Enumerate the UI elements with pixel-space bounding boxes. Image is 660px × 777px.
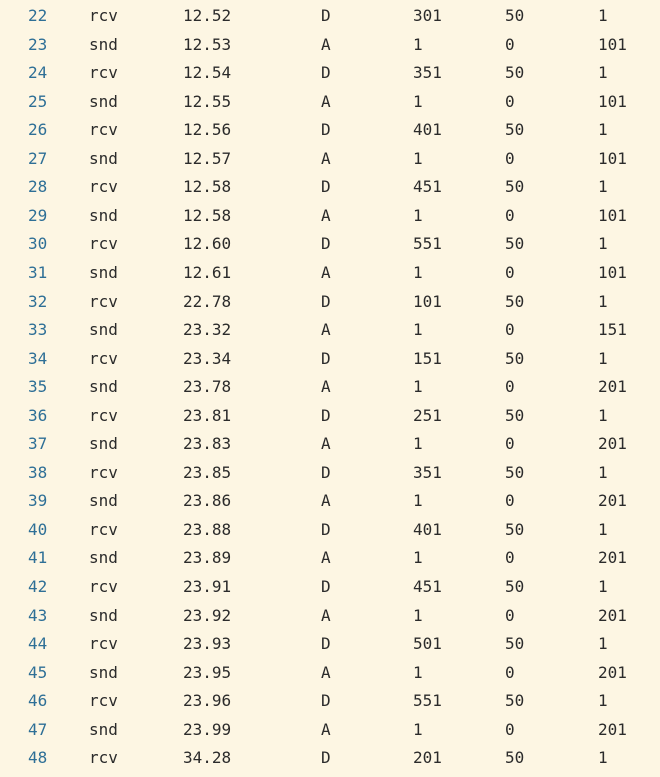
ack-number: 201 bbox=[598, 548, 627, 568]
timestamp: 23.32 bbox=[183, 320, 232, 340]
length: 50 bbox=[505, 748, 525, 768]
sequence-number: 1 bbox=[413, 491, 423, 511]
ack-number: 1 bbox=[598, 405, 608, 425]
sequence-number: 1 bbox=[413, 719, 423, 739]
direction: rcv bbox=[89, 6, 118, 25]
log-row bbox=[0, 259, 660, 287]
log-row bbox=[0, 630, 660, 658]
log-row bbox=[0, 659, 660, 687]
direction: snd bbox=[89, 491, 118, 511]
ack-number: 201 bbox=[598, 377, 627, 397]
direction: snd bbox=[89, 662, 118, 682]
line-number: 22 bbox=[28, 6, 48, 25]
timestamp: 23.92 bbox=[183, 605, 232, 625]
log-row bbox=[0, 487, 660, 515]
length: 0 bbox=[505, 377, 515, 397]
direction: snd bbox=[89, 320, 118, 340]
flag: D bbox=[321, 177, 331, 197]
ack-number: 201 bbox=[598, 434, 627, 454]
line-number: 26 bbox=[28, 120, 48, 140]
direction: rcv bbox=[89, 63, 118, 83]
flag: A bbox=[321, 719, 331, 739]
sequence-number: 1 bbox=[413, 320, 423, 340]
ack-number: 201 bbox=[598, 719, 627, 739]
direction: rcv bbox=[89, 748, 118, 768]
direction: snd bbox=[89, 91, 118, 111]
line-number: 42 bbox=[28, 577, 48, 596]
length: 0 bbox=[505, 719, 515, 739]
ack-number: 101 bbox=[598, 262, 627, 282]
length: 0 bbox=[505, 148, 515, 168]
length: 0 bbox=[505, 320, 515, 340]
line-number: 43 bbox=[28, 605, 48, 625]
timestamp: 12.52 bbox=[183, 6, 232, 25]
timestamp: 22.78 bbox=[183, 291, 232, 311]
flag: A bbox=[321, 662, 331, 682]
flag: D bbox=[321, 748, 331, 768]
flag: A bbox=[321, 320, 331, 340]
flag: A bbox=[321, 148, 331, 168]
line-number: 39 bbox=[28, 491, 48, 511]
flag: D bbox=[321, 348, 331, 368]
direction: rcv bbox=[89, 234, 118, 254]
log-row bbox=[0, 116, 660, 144]
timestamp: 23.93 bbox=[183, 634, 232, 654]
log-row bbox=[0, 316, 660, 344]
line-number: 47 bbox=[28, 719, 48, 739]
timestamp: 23.85 bbox=[183, 462, 232, 482]
log-row bbox=[0, 430, 660, 458]
length: 50 bbox=[505, 6, 525, 25]
log-row bbox=[0, 288, 660, 316]
log-row bbox=[0, 373, 660, 401]
flag: D bbox=[321, 63, 331, 83]
sequence-number: 551 bbox=[413, 234, 442, 254]
log-row bbox=[0, 202, 660, 230]
sequence-number: 501 bbox=[413, 634, 442, 654]
ack-number: 101 bbox=[598, 148, 627, 168]
direction: rcv bbox=[89, 177, 118, 197]
timestamp: 23.91 bbox=[183, 577, 232, 596]
sequence-number: 1 bbox=[413, 662, 423, 682]
flag: D bbox=[321, 691, 331, 711]
direction: snd bbox=[89, 605, 118, 625]
flag: A bbox=[321, 605, 331, 625]
ack-number: 1 bbox=[598, 519, 608, 539]
timestamp: 12.53 bbox=[183, 34, 232, 54]
direction: rcv bbox=[89, 120, 118, 140]
sequence-number: 1 bbox=[413, 148, 423, 168]
flag: A bbox=[321, 91, 331, 111]
line-number: 24 bbox=[28, 63, 48, 83]
flag: D bbox=[321, 519, 331, 539]
ack-number: 1 bbox=[598, 348, 608, 368]
flag: D bbox=[321, 634, 331, 654]
line-number: 29 bbox=[28, 205, 48, 225]
length: 0 bbox=[505, 491, 515, 511]
length: 50 bbox=[505, 120, 525, 140]
log-row bbox=[0, 602, 660, 630]
direction: rcv bbox=[89, 519, 118, 539]
sequence-number: 1 bbox=[413, 434, 423, 454]
ack-number: 101 bbox=[598, 34, 627, 54]
timestamp: 23.86 bbox=[183, 491, 232, 511]
flag: D bbox=[321, 577, 331, 596]
log-row bbox=[0, 230, 660, 258]
ack-number: 1 bbox=[598, 577, 608, 596]
ack-number: 1 bbox=[598, 691, 608, 711]
flag: A bbox=[321, 34, 331, 54]
flag: A bbox=[321, 262, 331, 282]
ack-number: 1 bbox=[598, 6, 608, 25]
direction: snd bbox=[89, 434, 118, 454]
ack-number: 101 bbox=[598, 91, 627, 111]
timestamp: 23.78 bbox=[183, 377, 232, 397]
length: 50 bbox=[505, 577, 525, 596]
sequence-number: 301 bbox=[413, 6, 442, 25]
flag: A bbox=[321, 491, 331, 511]
sequence-number: 1 bbox=[413, 91, 423, 111]
sequence-number: 1 bbox=[413, 377, 423, 397]
direction: rcv bbox=[89, 634, 118, 654]
direction: snd bbox=[89, 548, 118, 568]
line-number: 44 bbox=[28, 634, 48, 654]
length: 0 bbox=[505, 262, 515, 282]
flag: D bbox=[321, 405, 331, 425]
ack-number: 201 bbox=[598, 662, 627, 682]
sequence-number: 201 bbox=[413, 748, 442, 768]
timestamp: 23.34 bbox=[183, 348, 232, 368]
sequence-number: 351 bbox=[413, 63, 442, 83]
length: 50 bbox=[505, 691, 525, 711]
line-number: 23 bbox=[28, 34, 48, 54]
log-row bbox=[0, 173, 660, 201]
direction: snd bbox=[89, 205, 118, 225]
line-number: 28 bbox=[28, 177, 48, 197]
direction: rcv bbox=[89, 291, 118, 311]
direction: snd bbox=[89, 34, 118, 54]
line-number: 46 bbox=[28, 691, 48, 711]
ack-number: 1 bbox=[598, 462, 608, 482]
length: 50 bbox=[505, 291, 525, 311]
line-number: 40 bbox=[28, 519, 48, 539]
timestamp: 12.56 bbox=[183, 120, 232, 140]
direction: rcv bbox=[89, 577, 118, 596]
line-number: 33 bbox=[28, 320, 48, 340]
timestamp: 34.28 bbox=[183, 748, 232, 768]
length: 50 bbox=[505, 177, 525, 197]
line-number: 45 bbox=[28, 662, 48, 682]
log-row bbox=[0, 544, 660, 572]
log-row bbox=[0, 516, 660, 544]
timestamp: 12.58 bbox=[183, 205, 232, 225]
flag: D bbox=[321, 120, 331, 140]
direction: snd bbox=[89, 262, 118, 282]
line-number: 37 bbox=[28, 434, 48, 454]
direction: snd bbox=[89, 719, 118, 739]
flag: A bbox=[321, 377, 331, 397]
ack-number: 1 bbox=[598, 748, 608, 768]
ack-number: 101 bbox=[598, 205, 627, 225]
timestamp: 23.89 bbox=[183, 548, 232, 568]
timestamp: 12.60 bbox=[183, 234, 232, 254]
line-number: 30 bbox=[28, 234, 48, 254]
ack-number: 1 bbox=[598, 177, 608, 197]
line-number: 27 bbox=[28, 148, 48, 168]
sequence-number: 1 bbox=[413, 605, 423, 625]
ack-number: 1 bbox=[598, 291, 608, 311]
line-number: 41 bbox=[28, 548, 48, 568]
line-number: 35 bbox=[28, 377, 48, 397]
log-row bbox=[0, 59, 660, 87]
timestamp: 12.55 bbox=[183, 91, 232, 111]
timestamp: 12.57 bbox=[183, 148, 232, 168]
sequence-number: 101 bbox=[413, 291, 442, 311]
sequence-number: 1 bbox=[413, 262, 423, 282]
ack-number: 1 bbox=[598, 634, 608, 654]
log-row bbox=[0, 402, 660, 430]
flag: A bbox=[321, 548, 331, 568]
log-row bbox=[0, 31, 660, 59]
sequence-number: 401 bbox=[413, 519, 442, 539]
log-row bbox=[0, 687, 660, 715]
log-row bbox=[0, 145, 660, 173]
direction: rcv bbox=[89, 691, 118, 711]
timestamp: 23.81 bbox=[183, 405, 232, 425]
ack-number: 1 bbox=[598, 120, 608, 140]
timestamp: 23.88 bbox=[183, 519, 232, 539]
length: 0 bbox=[505, 548, 515, 568]
direction: rcv bbox=[89, 348, 118, 368]
direction: snd bbox=[89, 148, 118, 168]
ack-number: 1 bbox=[598, 234, 608, 254]
flag: D bbox=[321, 234, 331, 254]
log-row bbox=[0, 716, 660, 744]
length: 50 bbox=[505, 234, 525, 254]
line-number: 32 bbox=[28, 291, 48, 311]
log-row bbox=[0, 459, 660, 487]
log-row bbox=[0, 744, 660, 772]
direction: rcv bbox=[89, 462, 118, 482]
direction: rcv bbox=[89, 405, 118, 425]
ack-number: 201 bbox=[598, 491, 627, 511]
flag: D bbox=[321, 6, 331, 25]
flag: D bbox=[321, 291, 331, 311]
log-row bbox=[0, 573, 660, 601]
sequence-number: 451 bbox=[413, 577, 442, 596]
timestamp: 12.54 bbox=[183, 63, 232, 83]
length: 50 bbox=[505, 462, 525, 482]
flag: A bbox=[321, 434, 331, 454]
sequence-number: 251 bbox=[413, 405, 442, 425]
length: 0 bbox=[505, 605, 515, 625]
length: 50 bbox=[505, 519, 525, 539]
timestamp: 12.61 bbox=[183, 262, 232, 282]
log-row bbox=[0, 88, 660, 116]
timestamp: 23.95 bbox=[183, 662, 232, 682]
flag: A bbox=[321, 205, 331, 225]
timestamp: 12.58 bbox=[183, 177, 232, 197]
length: 50 bbox=[505, 348, 525, 368]
direction: snd bbox=[89, 377, 118, 397]
length: 0 bbox=[505, 205, 515, 225]
timestamp: 23.96 bbox=[183, 691, 232, 711]
log-row bbox=[0, 2, 660, 30]
ack-number: 1 bbox=[598, 63, 608, 83]
timestamp: 23.83 bbox=[183, 434, 232, 454]
length: 50 bbox=[505, 634, 525, 654]
sequence-number: 151 bbox=[413, 348, 442, 368]
sequence-number: 1 bbox=[413, 34, 423, 54]
flag: D bbox=[321, 462, 331, 482]
line-number: 48 bbox=[28, 748, 48, 768]
sequence-number: 1 bbox=[413, 205, 423, 225]
sequence-number: 1 bbox=[413, 548, 423, 568]
sequence-number: 351 bbox=[413, 462, 442, 482]
length: 50 bbox=[505, 405, 525, 425]
ack-number: 201 bbox=[598, 605, 627, 625]
line-number: 34 bbox=[28, 348, 48, 368]
ack-number: 151 bbox=[598, 320, 627, 340]
sequence-number: 401 bbox=[413, 120, 442, 140]
length: 0 bbox=[505, 34, 515, 54]
length: 0 bbox=[505, 434, 515, 454]
line-number: 31 bbox=[28, 262, 48, 282]
length: 0 bbox=[505, 91, 515, 111]
line-number: 38 bbox=[28, 462, 48, 482]
line-number: 25 bbox=[28, 91, 48, 111]
log-row bbox=[0, 345, 660, 373]
sequence-number: 551 bbox=[413, 691, 442, 711]
length: 50 bbox=[505, 63, 525, 83]
sequence-number: 451 bbox=[413, 177, 442, 197]
line-number: 36 bbox=[28, 405, 48, 425]
timestamp: 23.99 bbox=[183, 719, 232, 739]
length: 0 bbox=[505, 662, 515, 682]
